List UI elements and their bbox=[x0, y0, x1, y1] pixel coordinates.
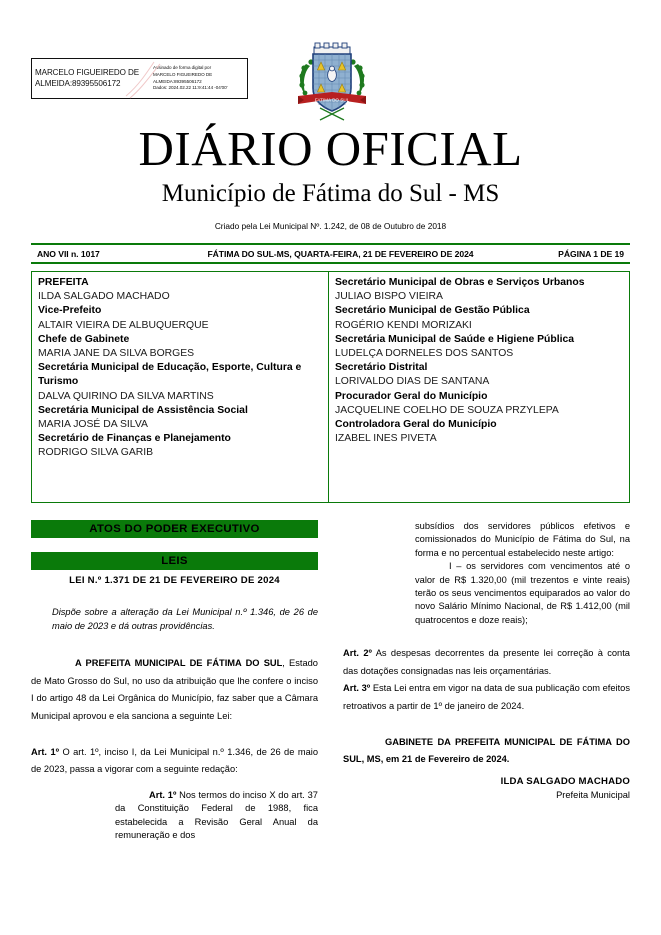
official-name: MARIA JANE DA SILVA BORGES bbox=[38, 348, 195, 360]
law-preamble-rest: , Estado de Mato Grosso do Sul, no uso da atribuição que lhe confere o inciso I do artigo 48 da Lei Orgânica do Município, faz saber que a Câmara Municipal aprovou e ela sanciona a seguinte Lei: bbox=[31, 658, 318, 721]
masthead-subtitle: Município de Fátima do Sul - MS bbox=[161, 180, 500, 207]
law-article-2-label: Art. 2º bbox=[343, 648, 372, 659]
law-title: LEI N.º 1.371 DE 21 DE FEVEREIRO DE 2024 bbox=[69, 575, 280, 586]
official-role: Vice-Prefeito bbox=[38, 305, 102, 317]
law-quoted-continuation: subsídios dos servidores públicos efetivos e comissionados do Município de Fátima do Sul, na forma e no percentual estabelecido neste artigo: bbox=[415, 521, 630, 558]
official-role: Chefe de Gabinete bbox=[38, 333, 130, 345]
official-name: MARIA JOSÉ DA SILVA bbox=[38, 419, 148, 431]
signature-detail-line-1: Assinado de forma digital por bbox=[153, 65, 212, 71]
law-article-3-label: Art. 3º bbox=[343, 683, 371, 694]
signature-details bbox=[151, 65, 247, 91]
coat-of-arms-icon bbox=[296, 42, 368, 122]
official-name: ILDA SALGADO MACHADO bbox=[38, 291, 170, 303]
law-quoted-article-1-text: Nos termos do inciso X do art. 37 da Constituição Federal de 1988, fica estabelecida a Revisão Geral Anual da remuneração e dos bbox=[115, 789, 318, 840]
officials-column-right bbox=[329, 272, 629, 502]
official-name: ROGÉRIO KENDI MORIZAKI bbox=[335, 319, 472, 331]
signature-detail-line-4: Dados: 2024.02.22 11:9:41:44 -04'00' bbox=[153, 85, 228, 91]
content-column-right bbox=[343, 520, 630, 802]
law-article-2 bbox=[343, 645, 630, 680]
masthead-creation-law: Criado pela Lei Municipal Nº. 1.242, de 08 de Outubro de 2018 bbox=[214, 221, 447, 231]
law-article-1 bbox=[31, 744, 318, 779]
law-article-3 bbox=[343, 680, 630, 715]
officials-box bbox=[31, 271, 630, 503]
officials-column-left bbox=[32, 272, 329, 502]
section-banner-leis: LEIS bbox=[31, 552, 318, 570]
official-role: Secretário Municipal de Gestão Pública bbox=[335, 305, 530, 317]
law-inciso-i: I – os servidores com vencimentos até o valor de R$ 1.320,00 (mil trezentos e vinte reais) terão os seus vencimentos equiparados ao valor do novo Salário Mínimo Nacional, de R$ 1.412,00 (mil quatrocentos e doze reais); bbox=[415, 561, 630, 625]
official-role: Secretário Municipal de Obras e Serviços Urbanos bbox=[335, 277, 585, 288]
issue-year-number: ANO VII n. 1017 bbox=[37, 248, 100, 259]
signature-detail-line-3: ALMEIDA:89395506172 bbox=[153, 78, 202, 84]
law-article-3-text: Esta Lei entra em vigor na data de sua publicação com efeitos retroativos a partir de 1º de janeiro de 2024. bbox=[343, 683, 630, 712]
law-preamble bbox=[31, 655, 318, 725]
official-role: Secretária Municipal de Saúde e Higiene Pública bbox=[335, 333, 575, 345]
law-quoted-article-1-label: Art. 1º bbox=[149, 789, 177, 800]
issue-place-date: FÁTIMA DO SUL-MS, QUARTA-FEIRA, 21 DE FEVEREIRO DE 2024 bbox=[207, 248, 474, 259]
official-role: Secretária Municipal de Educação, Esporte, Cultura e Turismo bbox=[38, 362, 302, 388]
official-role: Controladora Geral do Município bbox=[335, 419, 497, 431]
official-name: LORIVALDO DIAS DE SANTANA bbox=[335, 376, 490, 388]
official-name: JACQUELINE COELHO DE SOUZA PRZYLEPA bbox=[335, 404, 559, 416]
content-column-left bbox=[31, 520, 318, 842]
official-role: Secretário de Finanças e Planejamento bbox=[38, 433, 231, 445]
page-number: PÁGINA 1 DE 19 bbox=[558, 248, 624, 259]
official-role: Secretária Municipal de Assistência Social bbox=[38, 404, 248, 416]
page-title: DIÁRIO OFICIAL bbox=[138, 121, 523, 176]
official-role: Procurador Geral do Município bbox=[335, 390, 488, 402]
law-signer-name: ILDA SALGADO MACHADO bbox=[500, 775, 630, 787]
law-article-1-label: Art. 1º bbox=[31, 746, 60, 757]
official-name: DALVA QUIRINO DA SILVA MARTINS bbox=[38, 390, 214, 402]
signature-name: MARCELO FIGUEIREDO DE ALMEIDA:89395506172 bbox=[35, 68, 140, 88]
signature-detail-line-2: MARCELO FIGUEIREDO DE bbox=[153, 71, 213, 77]
masthead bbox=[0, 122, 661, 232]
official-name: IZABEL INES PIVETA bbox=[335, 433, 437, 445]
law-signer-role: Prefeita Municipal bbox=[556, 789, 630, 800]
official-name: RODRIGO SILVA GARIB bbox=[38, 447, 154, 459]
issue-info-bar bbox=[31, 243, 630, 264]
official-name: JULIAO BISPO VIEIRA bbox=[335, 291, 443, 303]
law-preamble-bold-2: SUL bbox=[263, 658, 283, 669]
crest-ribbon-text: FATIMA DO SUL bbox=[314, 97, 350, 103]
law-preamble-bold-1: A PREFEITA MUNICIPAL DE FÁTIMA DO bbox=[75, 658, 260, 669]
law-quoted-article-1 bbox=[115, 789, 318, 843]
section-banner-atos: ATOS DO PODER EXECUTIVO bbox=[31, 520, 318, 538]
law-article-1-text: O art. 1º, inciso I, da Lei Municipal n.º 1.346, de 26 de maio de 2023, passa a vigorar com a seguinte redação: bbox=[31, 746, 318, 775]
law-article-2-text: As despesas decorrentes da presente lei correção à conta das dotações consignadas nas leis orçamentárias. bbox=[343, 648, 630, 676]
law-ementa: Dispõe sobre a alteração da Lei Municipal n.º 1.346, de 26 de maio de 2023 e dá outras providências. bbox=[52, 607, 318, 631]
official-name: ALTAIR VIEIRA DE ALBUQUERQUE bbox=[38, 319, 209, 331]
official-name: LUDELÇA DORNELES DOS SANTOS bbox=[335, 348, 514, 360]
law-closing-statement: GABINETE DA PREFEITA MUNICIPAL DE FÁTIMA DO SUL, MS, em 21 de Fevereiro de 2024. bbox=[343, 736, 630, 765]
digital-signature-stamp bbox=[31, 58, 248, 99]
official-role: Secretário Distrital bbox=[335, 362, 428, 374]
official-role: PREFEITA bbox=[38, 277, 89, 288]
